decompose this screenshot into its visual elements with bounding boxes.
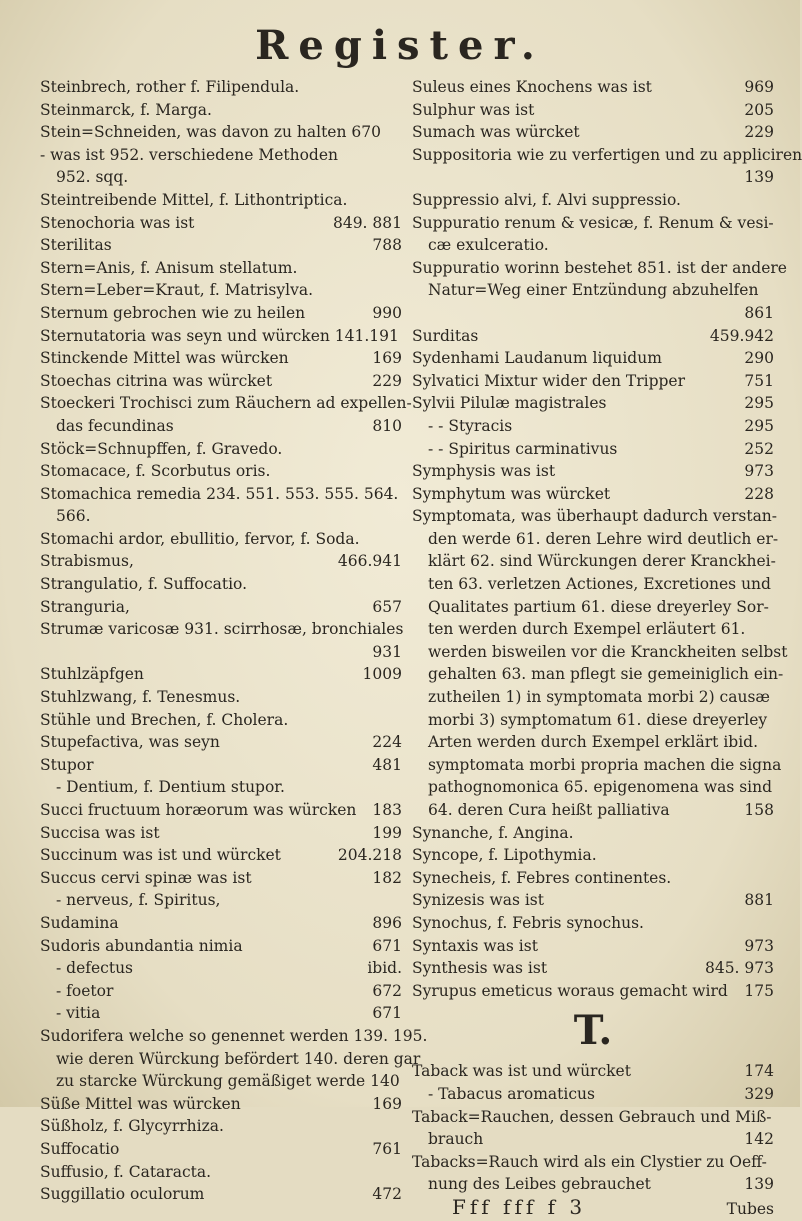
index-entry [40,686,402,709]
entry-text: Sumach was würcket [412,123,580,142]
index-entry [40,1161,402,1184]
entry-text: - vitia [56,1004,101,1023]
entry-text: Arten werden durch Exempel erklärt ibid. [428,733,759,752]
entry-text: Strangulatio, f. Suffocatio. [40,575,248,594]
index-entry [412,189,774,212]
index-entry [40,1138,402,1161]
index-entry [412,686,774,709]
entry-text: Steinbrech, rother f. Filipendula. [40,78,300,96]
index-entry [412,754,782,777]
index-entry [40,867,402,890]
entry-page-ref: ibid. [367,959,402,978]
entry-text: Stranguria, [40,597,130,616]
index-entry [412,957,774,980]
entry-text: Suffusio, f. Cataracta. [40,1162,212,1181]
entry-page-ref: 204.218 [337,846,402,865]
left-column [40,76,428,1206]
index-entry [40,731,402,754]
page-header: Register. [255,22,545,69]
index-entry [412,663,784,686]
catchword: Tubes [726,1199,774,1218]
index-entry [40,754,402,777]
index-entry [412,325,774,348]
index-entry [412,483,774,506]
entry-text: Succinum was ist und würcket [40,846,281,865]
index-entry [40,573,402,596]
index-entry [40,663,402,686]
entry-text: Syntaxis was ist [412,936,538,955]
entry-page-ref: 459.942 [709,326,774,345]
entry-page-ref: 990 [372,303,402,322]
entry-page-ref: 252 [744,439,774,458]
footer-line [412,1196,774,1221]
entry-text: brauch [428,1130,484,1149]
index-entry [412,234,774,257]
entry-text: Stomachica remedia 234. 551. 553. 555. 564. [40,484,399,503]
entry-page-ref: 761 [372,1139,402,1158]
entry-text: Stomachi ardor, ebullitio, fervor, f. Soda. [40,529,360,548]
index-entry [40,234,402,257]
entry-page-ref: 228 [744,484,774,503]
index-entry [40,302,402,325]
index-entry [40,889,402,912]
entry-text: Stern=Leber=Kraut, f. Matrisylva. [40,281,313,300]
entry-text: 952. sqq. [56,168,129,187]
entry-text: - defectus [56,959,134,978]
entry-text: das fecundinas [56,416,174,435]
entry-page-ref: 481 [372,755,402,774]
entry-page-ref: 810 [372,416,402,435]
index-entry [40,935,402,958]
index-entry [412,550,774,573]
entry-text: Synanche, f. Angina. [412,823,574,842]
entry-text: Sterilitas [40,236,112,255]
entry-page-ref: 657 [372,597,402,616]
entry-text: Stoechas citrina was würcket [40,371,273,390]
entry-text: symptomata morbi propria machen die signa [428,755,782,774]
entry-text: cæ exulceratio. [428,236,549,255]
entry-text: nung des Leibes gebrauchet [428,1175,651,1194]
entry-text: - foetor [56,981,114,1000]
entry-page-ref: 158 [744,801,774,819]
entry-text: Symptomata, was überhaupt dadurch verstan- [412,507,778,526]
index-entry [40,957,402,980]
entry-text: Synthesis was ist [412,959,548,978]
entry-page-ref: 896 [372,913,402,932]
entry-page-ref: 139 [744,168,774,187]
entry-text: Suggillatio oculorum [40,1185,205,1204]
entry-text: Stupor [40,755,94,774]
entry-text: - Tabacus aromaticus [428,1084,595,1103]
entry-page-ref: 142 [744,1130,774,1149]
index-entry [412,618,774,641]
index-entry [40,1093,402,1116]
entry-page-ref: 973 [744,462,774,481]
entry-text: - - Spiritus carminativus [428,439,618,458]
index-entry [412,415,774,438]
entry-text: ten werden durch Exempel erläutert 61. [428,620,746,639]
index-entry [412,212,774,235]
index-entry [40,912,402,935]
entry-text: Strabismus, [40,552,134,571]
index-entry [412,844,774,867]
index-entry [412,76,774,99]
entry-text: Tabacks=Rauch wird als ein Clystier zu Oeff- [412,1152,767,1171]
entry-text: - was ist 952. verschiedene Methoden [40,145,338,164]
entry-text: Suppuratio renum & vesicæ, f. Renum & vesi- [412,213,774,232]
index-entry [40,1183,402,1206]
entry-text: klärt 62. sind Würckungen derer Kranckhei- [428,552,776,571]
entry-text: Suppositoria wie zu verfertigen und zu appliciren [412,145,802,164]
index-entry [40,528,402,551]
entry-text: Sternum gebrochen wie zu heilen [40,303,306,322]
index-entry [412,528,779,551]
index-entry [40,325,402,348]
entry-text: Sudoris abundantia nimia [40,936,243,955]
section-letter: T. [573,1007,613,1055]
index-entry [412,370,774,393]
index-entry [412,438,774,461]
entry-page-ref: 139 [744,1175,774,1194]
entry-text: Succisa was ist [40,823,160,842]
entry-text: Sylvii Pilulæ magistrales [412,394,607,413]
index-entry [412,99,774,122]
entry-text: - nerveus, f. Spiritus, [56,891,221,910]
entry-text: werden bisweilen vor die Kranckheiten selbst [428,642,788,661]
index-entry [40,799,402,822]
index-entry [40,76,402,99]
index-entry [40,822,402,845]
entry-text: Taback=Rauchen, dessen Gebrauch und Miß- [412,1107,772,1126]
entry-text: Suleus eines Knochens was ist [412,78,652,96]
right-column-entries-after [412,1060,774,1196]
entry-text: zu starcke Würckung gemäßiget werde 140 [56,1072,400,1091]
index-entry [40,415,402,438]
index-entry [412,392,774,415]
entry-text: Syncope, f. Lipothymia. [412,846,597,865]
entry-text: - Dentium, f. Dentium stupor. [56,778,285,797]
entry-text: den werde 61. deren Lehre wird deutlich er- [428,529,779,548]
index-entry [40,460,402,483]
entry-page-ref: 229 [372,371,402,390]
index-entry [40,189,402,212]
index-entry [412,822,774,845]
entry-page-ref: 466.941 [337,552,402,571]
index-entry [412,347,774,370]
entry-page-ref: 295 [744,394,774,413]
index-entry [412,1106,774,1129]
entry-text: Stoeckeri Trochisci zum Räuchern ad expellen- [40,394,412,413]
entry-text: Natur=Weg einer Entzündung abzuhelfen [428,281,759,300]
index-entry [40,596,402,619]
index-entry [412,1060,774,1083]
index-entry [40,844,402,867]
entry-text: Synochus, f. Febris synochus. [412,913,644,932]
entry-page-ref: 175 [744,981,774,1000]
index-entry [40,550,402,573]
index-entry [412,912,774,935]
entry-page-ref: 224 [372,733,402,752]
index-entry [40,370,402,393]
index-entry [412,889,774,912]
index-entry [40,1048,421,1071]
index-entry [412,980,774,1003]
entry-page-ref: 229 [744,123,774,142]
entry-page-ref: 295 [744,416,774,435]
entry-text: Stern=Anis, f. Anisum stellatum. [40,258,298,277]
entry-page-ref: 671 [372,936,402,955]
entry-text: Qualitates partium 61. diese dreyerley Sor- [428,597,769,616]
entry-text: Stöck=Schnupffen, f. Gravedo. [40,439,283,458]
index-entry [412,1151,774,1174]
index-entry [40,1115,402,1138]
entry-page-ref: 183 [372,801,402,819]
index-entry [412,1128,774,1151]
entry-text: wie deren Würckung befördert 140. deren gar [56,1049,421,1068]
entry-page-ref: 672 [372,981,402,1000]
entry-page-ref: 169 [372,349,402,368]
index-entry [412,935,774,958]
index-entry [412,799,774,822]
entry-text: Symphytum was würcket [412,484,611,503]
entry-page-ref: 849. 881 [332,213,402,232]
entry-text: Suppuratio worinn bestehet 851. ist der andere [412,258,787,277]
index-entry [412,121,774,144]
entry-text: Succi fructuum horæorum was würcken [40,801,357,819]
entry-page-ref: 881 [744,891,774,910]
index-entry [412,257,787,280]
entry-text: gehalten 63. man pflegt sie gemeiniglich ein- [428,665,784,684]
index-entry [40,505,402,528]
index-entry [412,573,774,596]
entry-text: Sylvatici Mixtur wider den Tripper [412,371,685,390]
entry-page-ref: 973 [744,936,774,955]
index-entry [40,121,402,144]
entry-page-ref: 861 [744,303,774,322]
index-entry [40,279,402,302]
entry-text: Surditas [412,326,479,345]
index-entry [40,776,402,799]
index-entry [40,212,402,235]
index-entry [412,302,774,325]
index-entry [40,483,402,506]
entry-page-ref: 1009 [362,665,402,684]
entry-page-ref: 169 [372,1094,402,1113]
entry-text: ten 63. verletzen Actiones, Excretiones und [428,575,771,594]
entry-text: Synizesis was ist [412,891,544,910]
index-entry [40,438,402,461]
index-entry [40,166,402,189]
index-entry [412,505,778,528]
index-entry [40,709,402,732]
entry-text: Süßholz, f. Glycyrrhiza. [40,1117,224,1136]
entry-text: Stenochoria was ist [40,213,195,232]
index-entry [40,392,412,415]
index-entry [412,867,774,890]
entry-text: Stuhlzwang, f. Tenesmus. [40,688,241,707]
entry-page-ref: 788 [372,236,402,255]
index-entry [40,99,402,122]
entry-text: Sternutatoria was seyn und würcken 141.191 [40,326,399,345]
index-entry [412,1083,774,1106]
entry-text: Suppressio alvi, f. Alvi suppressio. [412,190,681,209]
entry-text: zutheilen 1) in symptomata morbi 2) causæ [428,688,770,707]
entry-text: Stomacace, f. Scorbutus oris. [40,462,271,481]
entry-page-ref: 290 [744,349,774,368]
entry-page-ref: 671 [372,1004,402,1023]
entry-text: Sydenhami Laudanum liquidum [412,349,662,368]
signature-mark: Fff fff f 3 [452,1194,587,1219]
index-entry [40,618,402,641]
entry-text: morbi 3) symptomatum 61. diese dreyerley [428,710,768,729]
entry-page-ref: 182 [372,868,402,887]
entry-text: Symphysis was ist [412,462,556,481]
entry-text: Taback was ist und würcket [412,1062,631,1081]
entry-page-ref: 329 [744,1084,774,1103]
entry-text: Steinmarck, f. Marga. [40,100,212,119]
index-entry [40,641,402,664]
index-entry [40,1002,402,1025]
index-entry [40,144,402,167]
entry-text: Syrupus emeticus woraus gemacht wird [412,981,728,1000]
entry-text: Stinckende Mittel was würcken [40,349,289,368]
index-entry [40,257,402,280]
entry-page-ref: 174 [744,1062,774,1081]
entry-text: Sulphur was ist [412,100,535,119]
entry-page-ref: 931 [372,642,402,661]
index-entry [412,1173,774,1196]
index-entry [412,641,788,664]
entry-text: Succus cervi spinæ was ist [40,868,252,887]
entry-text: Steintreibende Mittel, f. Lithontriptica. [40,190,348,209]
entry-text: Strumæ varicosæ 931. scirrhosæ, bronchiales [40,620,404,639]
index-entry [40,347,402,370]
index-entry [412,776,774,799]
entry-text: - - Styracis [428,416,513,435]
index-entry [40,1070,402,1093]
right-column [412,76,802,1221]
entry-text: Stuhlzäpfgen [40,665,144,684]
entry-page-ref: 205 [744,100,774,119]
entry-text: Suffocatio [40,1139,120,1158]
entry-page-ref: 199 [372,823,402,842]
index-entry [40,980,402,1003]
entry-page-ref: 845. 973 [704,959,774,978]
index-entry [412,460,774,483]
entry-text: Stühle und Brechen, f. Cholera. [40,710,289,729]
entry-text: Sudorifera welche so genennet werden 139. 195. [40,1026,428,1045]
index-entry [412,144,802,167]
entry-page-ref: 472 [372,1185,402,1204]
index-entry [412,596,774,619]
entry-text: 566. [56,507,91,526]
right-column-entries [412,76,802,1002]
entry-text: pathognomonica 65. epigenomena was sind [428,778,773,797]
index-entry [40,1025,428,1048]
entry-text: Sudamina [40,913,119,932]
index-entry [412,731,774,754]
entry-page-ref: 751 [744,371,774,390]
entry-text: 64. deren Cura heißt palliativa [428,801,670,819]
entry-text: Stupefactiva, was seyn [40,733,220,752]
entry-text: Süße Mittel was würcken [40,1094,241,1113]
entry-text: Stein=Schneiden, was davon zu halten 670 [40,123,381,142]
index-entry [412,166,774,189]
index-entry [412,279,774,302]
index-entry [412,709,774,732]
entry-text: Synecheis, f. Febres continentes. [412,868,672,887]
entry-page-ref: 969 [744,78,774,96]
